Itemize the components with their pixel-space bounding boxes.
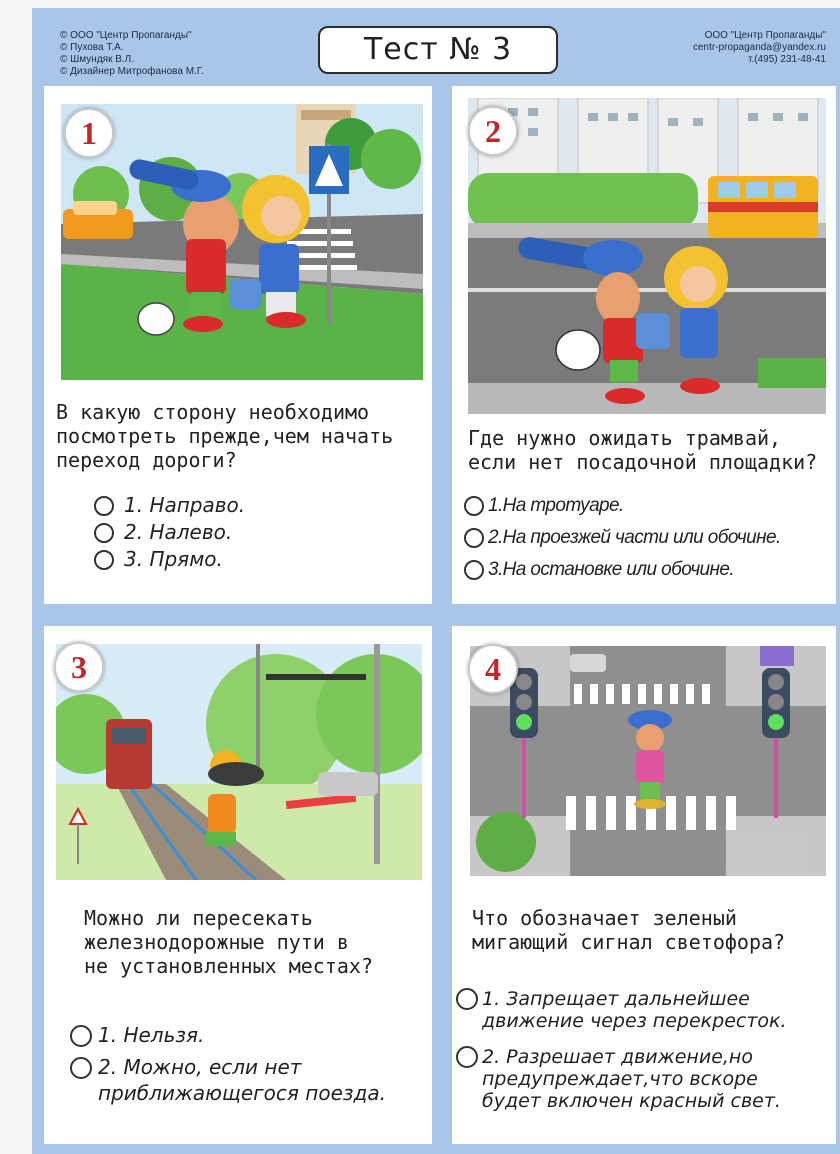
credit-line: © ООО "Центр Пропаганды" [60, 30, 192, 41]
answer-option[interactable] [456, 988, 787, 1032]
question-card-2 [452, 86, 836, 604]
answer-option[interactable] [464, 490, 781, 522]
question-number-badge: 3 [54, 642, 104, 692]
illustration-crosswalk [61, 104, 423, 380]
radio-button-icon[interactable] [464, 528, 484, 548]
radio-button-icon[interactable] [70, 1025, 92, 1047]
answer-option[interactable] [70, 1022, 386, 1048]
contact-line: ООО "Центр Пропаганды" [704, 30, 826, 41]
question-card-1 [44, 86, 432, 604]
option-label: 3.На остановке или обочине. [488, 559, 735, 580]
option-label: 2. Разрешает движение,но предупреждает,что вскоре будет включен красный свет. [482, 1046, 781, 1112]
question-card-3 [44, 626, 432, 1144]
question-card-4 [452, 626, 836, 1144]
credit-line: © Дизайнер Митрофанова М.Г. [60, 66, 204, 77]
answer-options [456, 988, 787, 1126]
illustration-intersection [470, 646, 826, 876]
question-text: Можно ли пересекать железнодорожные пути в не установленных местах? [84, 906, 373, 978]
credits [60, 30, 204, 78]
question-text: В какую сторону необходимо посмотреть прежде,чем начать переход дороги? [56, 400, 394, 472]
option-label: 1.На тротуаре. [488, 495, 624, 516]
credit-line: © Пухова Т.А. [60, 42, 124, 53]
credit-line: © Шмундяк В.Л. [60, 54, 135, 65]
answer-options [94, 492, 245, 573]
radio-button-icon[interactable] [456, 988, 478, 1010]
option-label: 1. Направо. [124, 493, 246, 517]
question-number-badge: 1 [64, 108, 114, 158]
option-label: 3. Прямо. [124, 547, 223, 571]
answer-option[interactable] [94, 519, 245, 546]
answer-options [70, 1022, 386, 1112]
contact-line: т.(495) 231-48-41 [748, 54, 826, 65]
option-label: 2. Можно, если нет приближающегося поезда. [98, 1055, 386, 1105]
answer-option[interactable] [456, 1046, 787, 1112]
answer-options [464, 490, 781, 586]
answer-option[interactable] [94, 546, 245, 573]
option-label: 2. Налево. [124, 520, 233, 544]
radio-button-icon[interactable] [464, 560, 484, 580]
radio-button-icon[interactable] [70, 1057, 92, 1079]
radio-button-icon[interactable] [94, 496, 114, 516]
option-label: 1. Запрещает дальнейшее движение через перекресток. [482, 988, 787, 1032]
answer-option[interactable] [94, 492, 245, 519]
question-number-badge: 2 [468, 106, 518, 156]
contact-line: centr-propaganda@yandex.ru [692, 42, 826, 53]
radio-button-icon[interactable] [94, 523, 114, 543]
answer-option[interactable] [70, 1054, 386, 1106]
page-title: Тест № 3 [318, 26, 558, 74]
option-label: 1. Нельзя. [98, 1023, 205, 1047]
answer-option[interactable] [464, 522, 781, 554]
option-label: 2.На проезжей части или обочине. [488, 527, 781, 548]
answer-option[interactable] [464, 554, 781, 586]
question-text: Что обозначает зеленый мигающий сигнал светофора? [472, 906, 786, 954]
radio-button-icon[interactable] [456, 1046, 478, 1068]
illustration-railway-crossing [56, 644, 422, 880]
contact-info [693, 30, 826, 66]
illustration-tram-stop [468, 98, 826, 414]
question-number-badge: 4 [468, 644, 518, 694]
radio-button-icon[interactable] [94, 550, 114, 570]
question-text: Где нужно ожидать трамвай, если нет посадочной площадки? [468, 426, 818, 474]
radio-button-icon[interactable] [464, 496, 484, 516]
